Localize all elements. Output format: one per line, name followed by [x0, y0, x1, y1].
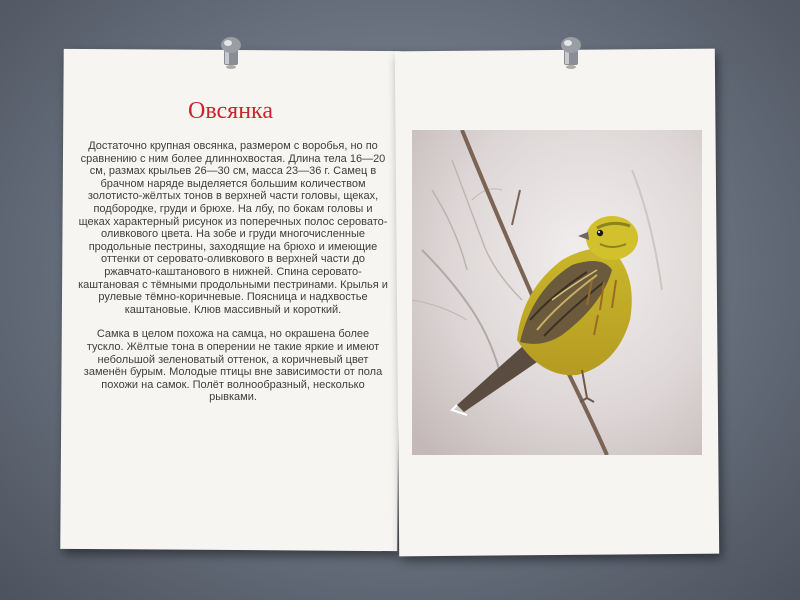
slide-title: Овсянка: [187, 98, 273, 124]
yellowhammer-photo: [412, 130, 702, 455]
description-paragraph: Самка в целом похожа на самца, но окрашена более тускло. Жёлтые тона в оперении не такие яркие и имеют небольшой зеленоватый оттенок, а коричневый цвет заменён бурым. Молодые птицы вне зависимости от пола похожи на самок. Полёт волнообразный, несколько рывками.: [83, 328, 383, 404]
description-text: [78, 140, 388, 416]
description-paragraph: Достаточно крупная овсянка, размером с воробья, но по сравнению с ним более длиннохвостая. Длина тела 16—20 см, размах крыльев 26—30 см, масса 23—36 г. Самец в брачном наряде выделяется большим количеством золотисто-жёлтых тонов в верхней части головы, щеках, подбородке, груди и брюхе. На лбу, по бокам головы и щеках характерный рисунок из поперечных полос серовато-оливкового цвета. На зобе и груди многочисленные продольные пестрины, заходящие на брюхо и имеющие оттенки от серовато-оливкового в верхней части до ржавчато-каштанового в нижней. Спина серовато-каштановая с тёмными продольными пестринами. Крылья и рулевые тёмно-коричневые. Поясница и надхвостье каштановые. Клюв массивный и короткий.: [78, 140, 388, 316]
pushpin-icon: [558, 36, 584, 70]
pushpin-icon: [218, 36, 244, 70]
